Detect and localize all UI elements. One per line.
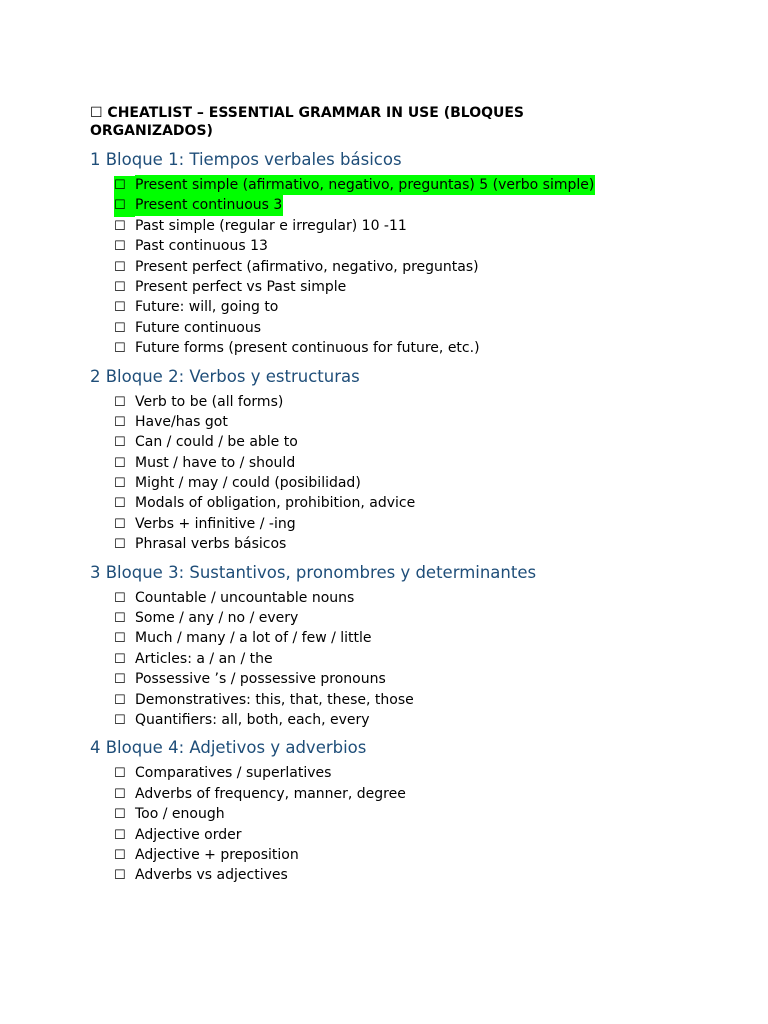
checkbox-icon[interactable]: ☐ <box>114 590 126 606</box>
checkbox-icon[interactable]: ☐ <box>114 611 126 627</box>
checkbox-icon[interactable]: ☐ <box>114 827 126 843</box>
checklist-item <box>114 453 750 473</box>
checklist-item-text: Present perfect (afirmativo, negativo, preguntas) <box>135 258 479 275</box>
checklist-item-text: Future continuous <box>135 319 262 336</box>
checklist-item-text: Present simple (afirmativo, negativo, preguntas) 5 (verbo simple) <box>135 175 595 195</box>
checklist-item-text: Adverbs vs adjectives <box>135 867 288 884</box>
checklist <box>90 588 750 731</box>
checklist-item-text: Might / may / could (posibilidad) <box>135 475 361 492</box>
checkbox-icon[interactable]: ☐ <box>114 868 126 884</box>
checklist-item <box>114 493 750 513</box>
checklist-item-text: Comparatives / superlatives <box>135 765 332 782</box>
checklist-item <box>114 195 750 215</box>
checklist-item-text: Past continuous 13 <box>135 238 268 255</box>
checklist-item-text: Can / could / be able to <box>135 434 298 451</box>
section-heading: 2 Bloque 2: Verbos y estructuras <box>90 366 360 386</box>
checkbox-icon[interactable]: ☐ <box>114 476 126 492</box>
checklist-item-text: Phrasal verbs básicos <box>135 536 287 553</box>
checklist-item <box>114 588 750 608</box>
checkbox-icon[interactable]: ☐ <box>114 847 126 863</box>
checklist-item <box>114 763 750 783</box>
checkbox-icon[interactable]: ☐ <box>114 537 126 553</box>
checkbox-icon[interactable]: ☐ <box>114 341 126 357</box>
checkbox-icon[interactable]: ☐ <box>114 712 126 728</box>
checklist-item <box>114 412 750 432</box>
checklist-item-text: Too / enough <box>135 806 225 823</box>
checklist-item-text: Demonstratives: this, that, these, those <box>135 691 414 708</box>
checklist-item-text: Possessive ’s / possessive pronouns <box>135 671 386 688</box>
section-heading: 1 Bloque 1: Tiempos verbales básicos <box>90 150 402 169</box>
checklist-item <box>114 175 750 195</box>
checklist-item <box>114 845 750 865</box>
checklist-item-text: Quantifiers: all, both, each, every <box>135 711 370 728</box>
checklist-item <box>114 297 750 317</box>
checklist-item <box>114 608 750 628</box>
checklist-item <box>114 825 750 845</box>
checklist-item <box>114 649 750 669</box>
checklist-item <box>114 392 750 412</box>
checkbox-icon[interactable]: ☐ <box>114 631 126 647</box>
checklist-item <box>114 473 750 493</box>
sections-container <box>90 149 750 886</box>
checklist-item-text: Future: will, going to <box>135 299 279 316</box>
checklist-item-text: Have/has got <box>135 413 228 430</box>
checklist-item-text: Must / have to / should <box>135 454 296 471</box>
checkbox-icon[interactable]: ☐ <box>114 259 126 275</box>
checklist-item-text: Some / any / no / every <box>135 610 299 627</box>
checklist-item-text: Present continuous 3 <box>135 195 283 215</box>
checkbox-icon[interactable]: ☐ <box>114 320 126 336</box>
section-heading: 3 Bloque 3: Sustantivos, pronombres y determinantes <box>90 562 537 582</box>
checkbox-icon[interactable]: ☐ <box>114 496 126 512</box>
checklist-item <box>114 318 750 338</box>
checkbox-icon[interactable]: ☐ <box>114 279 126 295</box>
checklist-item <box>114 277 750 297</box>
checkbox-icon[interactable]: ☐ <box>114 807 126 823</box>
checklist-item <box>114 257 750 277</box>
checklist-item-text: Adverbs of frequency, manner, degree <box>135 785 406 802</box>
checklist-item-text: Verbs + infinitive / -ing <box>135 515 296 532</box>
checklist <box>90 763 750 885</box>
checklist-item-text: Much / many / a lot of / few / little <box>135 630 372 647</box>
checklist-item <box>114 628 750 648</box>
checkbox-icon[interactable]: ☐ <box>114 394 126 410</box>
checkbox-icon[interactable]: ☐ <box>114 196 135 216</box>
checklist-item-text: Present perfect vs Past simple <box>135 278 347 295</box>
checkbox-icon[interactable]: ☐ <box>114 218 126 234</box>
checkbox-icon[interactable]: ☐ <box>114 692 126 708</box>
checklist-item-text: Articles: a / an / the <box>135 650 273 667</box>
checkbox-icon[interactable]: ☐ <box>114 300 126 316</box>
checkbox-icon[interactable]: ☐ <box>114 239 126 255</box>
checklist-item <box>114 236 750 256</box>
checklist-item <box>114 534 750 554</box>
checklist-item <box>114 432 750 452</box>
section-4 <box>90 737 750 885</box>
section-2 <box>90 366 750 555</box>
checklist-item <box>114 865 750 885</box>
checklist-item-text: Countable / uncountable nouns <box>135 589 355 606</box>
checkbox-icon[interactable]: ☐ <box>114 651 126 667</box>
checklist-item <box>114 804 750 824</box>
document-title: ☐ CHEATLIST – ESSENTIAL GRAMMAR IN USE (BLOQUES ORGANIZADOS) <box>90 105 525 139</box>
checklist-item <box>114 690 750 710</box>
section-1 <box>90 149 750 359</box>
checklist-item <box>114 514 750 534</box>
checklist-item <box>114 784 750 804</box>
checklist-item <box>114 710 750 730</box>
checklist-item-text: Adjective order <box>135 826 242 843</box>
checkbox-icon[interactable]: ☐ <box>114 176 135 196</box>
checklist-item-text: Past simple (regular e irregular) 10 -11 <box>135 217 407 234</box>
checkbox-icon[interactable]: ☐ <box>114 672 126 688</box>
document-page <box>90 104 750 893</box>
checklist <box>90 392 750 555</box>
checklist-item <box>114 216 750 236</box>
checkbox-icon[interactable]: ☐ <box>114 455 126 471</box>
checklist-item-text: Future forms (present continuous for future, etc.) <box>135 340 480 357</box>
checklist-item <box>114 669 750 689</box>
checkbox-icon[interactable]: ☐ <box>114 786 126 802</box>
checkbox-icon[interactable]: ☐ <box>114 516 126 532</box>
section-heading: 4 Bloque 4: Adjetivos y adverbios <box>90 738 367 758</box>
checkbox-icon[interactable]: ☐ <box>114 414 126 430</box>
checklist-item <box>114 338 750 358</box>
checkbox-icon[interactable]: ☐ <box>114 766 126 782</box>
checklist-item-text: Adjective + preposition <box>135 846 299 863</box>
checkbox-icon[interactable]: ☐ <box>114 435 126 451</box>
section-3 <box>90 562 750 731</box>
checklist-item-text: Modals of obligation, prohibition, advice <box>135 495 416 512</box>
checklist <box>90 175 750 359</box>
checklist-item-text: Verb to be (all forms) <box>135 393 284 410</box>
